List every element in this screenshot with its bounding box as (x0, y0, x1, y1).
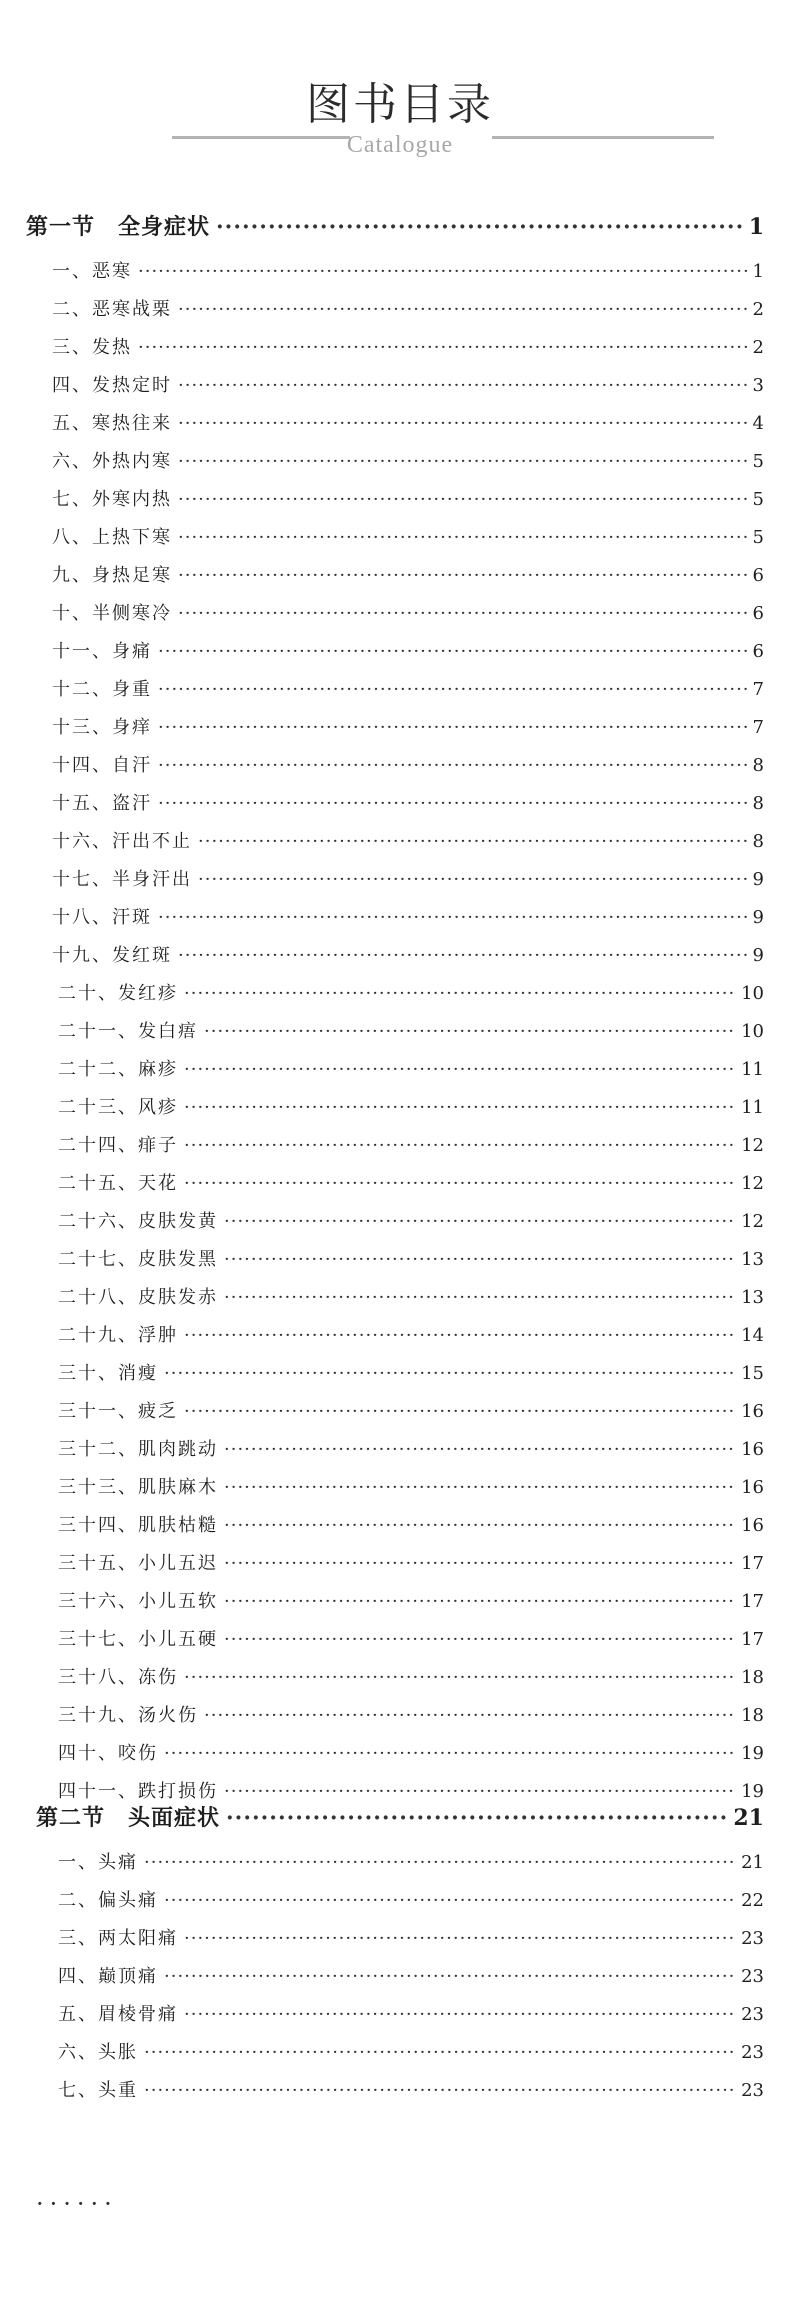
toc-leader-dots (224, 1246, 735, 1274)
toc-entry[interactable] (52, 790, 764, 818)
toc-entry-label: 三、发热 (52, 337, 132, 358)
toc-entry-label: 三十九、汤火伤 (58, 1705, 198, 1726)
toc-entry[interactable] (52, 448, 764, 476)
toc-section-page: 21 (733, 1805, 764, 1831)
toc-leader-dots (178, 448, 747, 476)
toc-leader-dots (184, 1664, 735, 1692)
toc-entry-label: 三十二、肌肉跳动 (58, 1439, 218, 1460)
toc-entry-page: 16 (741, 1401, 764, 1422)
toc-entry-label: 十、半侧寒冷 (52, 603, 172, 624)
toc-entry-page: 13 (741, 1287, 764, 1308)
toc-entry-page: 13 (741, 1249, 764, 1270)
toc-entry-page: 5 (752, 489, 764, 510)
toc-leader-dots (158, 676, 747, 704)
toc-leader-dots (226, 1802, 727, 1834)
toc-entry[interactable] (52, 600, 764, 628)
toc-leader-dots (178, 372, 747, 400)
toc-leader-dots (178, 562, 747, 590)
toc-entry-page: 23 (741, 1928, 764, 1949)
toc-entry-label: 十四、自汗 (52, 755, 152, 776)
toc-entry[interactable] (58, 2001, 764, 2029)
toc-entry-label: 二十四、痱子 (58, 1135, 178, 1156)
toc-entry-page: 5 (752, 527, 764, 548)
toc-entry-page: 19 (741, 1781, 764, 1802)
toc-entry[interactable] (58, 1170, 764, 1198)
toc-entry[interactable] (58, 1398, 764, 1426)
toc-entry-page: 6 (752, 565, 764, 586)
toc-entry[interactable] (52, 714, 764, 742)
toc-entry-page: 4 (752, 413, 764, 434)
toc-leader-dots (184, 1056, 735, 1084)
toc-entry[interactable] (58, 1322, 764, 1350)
toc-entry-page: 8 (752, 755, 764, 776)
toc-entry[interactable] (58, 1887, 764, 1915)
toc-entry-page: 1 (752, 261, 764, 282)
toc-leader-dots (184, 1925, 735, 1953)
toc-entry[interactable] (52, 334, 764, 362)
toc-entry-label: 一、头痛 (58, 1852, 138, 1873)
toc-entry-label: 四、发热定时 (52, 375, 172, 396)
toc-leader-dots (184, 1398, 735, 1426)
toc-entry-label: 十一、身痛 (52, 641, 152, 662)
toc-entry[interactable] (58, 1512, 764, 1540)
toc-entry-page: 17 (741, 1591, 764, 1612)
toc-entry[interactable] (58, 1056, 764, 1084)
toc-entry-page: 22 (741, 1890, 764, 1911)
toc-leader-dots (184, 980, 735, 1008)
toc-entry-page: 15 (741, 1363, 764, 1384)
toc-leader-dots (164, 1740, 735, 1768)
toc-leader-dots (198, 866, 747, 894)
toc-entry[interactable] (58, 1740, 764, 1768)
toc-entry-page: 18 (741, 1667, 764, 1688)
toc-entry-label: 十六、汗出不止 (52, 831, 192, 852)
toc-entry-page: 14 (741, 1325, 764, 1346)
toc-entry-page: 12 (741, 1211, 764, 1232)
page-title: 图书目录 (306, 79, 494, 130)
toc-entry-label: 二十三、风疹 (58, 1097, 178, 1118)
toc-entry-page: 9 (752, 907, 764, 928)
toc-entry[interactable] (52, 296, 764, 324)
toc-leader-dots (224, 1474, 735, 1502)
toc-entry[interactable] (58, 1018, 764, 1046)
toc-entry-page: 23 (741, 1966, 764, 1987)
toc-leader-dots (184, 2001, 735, 2029)
toc-leader-dots (178, 410, 747, 438)
toc-entry[interactable] (58, 980, 764, 1008)
toc-entry-label: 三十五、小儿五迟 (58, 1553, 218, 1574)
toc-entry-label: 三、两太阳痛 (58, 1928, 178, 1949)
toc-entry[interactable] (58, 1664, 764, 1692)
toc-leader-dots (178, 296, 747, 324)
toc-entry[interactable] (52, 866, 764, 894)
toc-leader-dots (184, 1094, 735, 1122)
toc-entry[interactable] (58, 1246, 764, 1274)
page-subtitle: Catalogue (346, 132, 454, 158)
toc-leader-dots (204, 1018, 735, 1046)
toc-entry[interactable] (52, 562, 764, 590)
toc-entry-label: 二、偏头痛 (58, 1890, 158, 1911)
toc-leader-dots (144, 1849, 735, 1877)
toc-entry[interactable] (52, 942, 764, 970)
toc-entry-label: 十五、盗汗 (52, 793, 152, 814)
toc-entry-page: 7 (752, 717, 764, 738)
toc-entry[interactable] (58, 2039, 764, 2067)
toc-entry-page: 21 (741, 1852, 764, 1873)
toc-entry[interactable] (58, 1925, 764, 1953)
toc-entry[interactable] (52, 676, 764, 704)
toc-entry-label: 十九、发红斑 (52, 945, 172, 966)
toc-entry-page: 3 (752, 375, 764, 396)
toc-entry[interactable] (52, 486, 764, 514)
toc-entry-label: 三十四、肌肤枯糙 (58, 1515, 218, 1536)
toc-entry-page: 5 (752, 451, 764, 472)
toc-entry[interactable] (52, 410, 764, 438)
toc-leader-dots (224, 1588, 735, 1616)
toc-entry-page: 2 (752, 299, 764, 320)
toc-entry-label: 三十八、冻伤 (58, 1667, 178, 1688)
toc-entry-label: 三十三、肌肤麻木 (58, 1477, 218, 1498)
toc-entry-page: 23 (741, 2004, 764, 2025)
toc-entry-page: 16 (741, 1439, 764, 1460)
toc-leader-dots (178, 600, 747, 628)
toc-entry-label: 四、巅顶痛 (58, 1966, 158, 1987)
toc-leader-dots (184, 1322, 735, 1350)
toc-leader-dots (224, 1436, 735, 1464)
toc-entry-label: 二十七、皮肤发黑 (58, 1249, 218, 1270)
toc-entry-label: 八、上热下寒 (52, 527, 172, 548)
toc-leader-dots (138, 334, 747, 362)
toc-entry-label: 十八、汗斑 (52, 907, 152, 928)
toc-section-title: 第二节 头面症状 (36, 1805, 221, 1831)
toc-leader-dots (224, 1550, 735, 1578)
catalogue-header (0, 78, 800, 158)
toc-leader-dots (158, 752, 747, 780)
toc-entry-label: 六、头胀 (58, 2042, 138, 2063)
toc-entry[interactable] (58, 1550, 764, 1578)
toc-entry-label: 十二、身重 (52, 679, 152, 700)
toc-leader-dots (184, 1132, 735, 1160)
toc-entry-page: 17 (741, 1553, 764, 1574)
toc-entry-label: 二十六、皮肤发黄 (58, 1211, 218, 1232)
toc-entry[interactable] (58, 1436, 764, 1464)
toc-section-title: 第一节 全身症状 (26, 214, 211, 240)
toc-entry-label: 二、恶寒战栗 (52, 299, 172, 320)
toc-entry-page: 16 (741, 1477, 764, 1498)
toc-leader-dots (158, 714, 747, 742)
toc-leader-dots (224, 1208, 735, 1236)
toc-entry-label: 五、寒热往来 (52, 413, 172, 434)
toc-leader-dots (178, 524, 747, 552)
toc-leader-dots (178, 942, 747, 970)
toc-section-page: 1 (748, 214, 764, 240)
toc-entry-label: 四十一、跌打损伤 (58, 1781, 218, 1802)
toc-entry[interactable] (52, 524, 764, 552)
toc-entry[interactable] (52, 752, 764, 780)
toc-entry[interactable] (58, 2077, 764, 2105)
toc-entry-label: 二十八、皮肤发赤 (58, 1287, 218, 1308)
toc-entry-label: 十七、半身汗出 (52, 869, 192, 890)
toc-entry-label: 九、身热足寒 (52, 565, 172, 586)
toc-entry-label: 二十二、麻疹 (58, 1059, 178, 1080)
toc-entry-page: 19 (741, 1743, 764, 1764)
toc-leader-dots (144, 2039, 735, 2067)
toc-entry-page: 6 (752, 641, 764, 662)
toc-entry-label: 二十五、天花 (58, 1173, 178, 1194)
toc-entry-page: 23 (741, 2080, 764, 2101)
toc-entry[interactable] (58, 1094, 764, 1122)
toc-entry-page: 9 (752, 869, 764, 890)
toc-entry-label: 三十六、小儿五软 (58, 1591, 218, 1612)
toc-entry[interactable] (58, 1132, 764, 1160)
toc-entry-label: 三十、消瘦 (58, 1363, 158, 1384)
toc-entry-label: 三十一、疲乏 (58, 1401, 178, 1422)
toc-entry-label: 五、眉棱骨痛 (58, 2004, 178, 2025)
toc-entry-page: 18 (741, 1705, 764, 1726)
toc-entry-page: 7 (752, 679, 764, 700)
toc-entry-label: 一、恶寒 (52, 261, 132, 282)
toc-section-heading[interactable] (36, 1802, 764, 1834)
toc-entry-label: 七、头重 (58, 2080, 138, 2101)
toc-entry-page: 17 (741, 1629, 764, 1650)
toc-entry[interactable] (58, 1626, 764, 1654)
toc-entry[interactable] (52, 638, 764, 666)
toc-entry-label: 七、外寒内热 (52, 489, 172, 510)
toc-entry[interactable] (52, 372, 764, 400)
toc-entry-label: 二十、发红疹 (58, 983, 178, 1004)
toc-entry-page: 16 (741, 1515, 764, 1536)
toc-entry[interactable] (58, 1702, 764, 1730)
toc-leader-dots (164, 1360, 735, 1388)
toc-entry-page: 9 (752, 945, 764, 966)
toc-entry-label: 三十七、小儿五硬 (58, 1629, 218, 1650)
toc-leader-dots (158, 638, 747, 666)
toc-entry-page: 8 (752, 793, 764, 814)
toc-entry[interactable] (58, 1360, 764, 1388)
toc-leader-dots (164, 1963, 735, 1991)
toc-entry-page: 11 (741, 1059, 764, 1080)
toc-leader-dots (216, 211, 743, 243)
continuation-ellipsis: ······ (36, 2190, 118, 2218)
toc-leader-dots (164, 1887, 735, 1915)
toc-leader-dots (198, 828, 747, 856)
toc-leader-dots (138, 258, 747, 286)
toc-entry[interactable] (52, 258, 764, 286)
toc-entry[interactable] (58, 1849, 764, 1877)
toc-entry-label: 六、外热内寒 (52, 451, 172, 472)
toc-entry-page: 12 (741, 1135, 764, 1156)
toc-entry[interactable] (52, 828, 764, 856)
toc-section-heading[interactable] (26, 211, 764, 243)
toc-entry-page: 2 (752, 337, 764, 358)
toc-leader-dots (224, 1284, 735, 1312)
toc-entry-page: 8 (752, 831, 764, 852)
toc-leader-dots (224, 1512, 735, 1540)
toc-entry[interactable] (58, 1474, 764, 1502)
toc-leader-dots (184, 1170, 735, 1198)
toc-entry-page: 23 (741, 2042, 764, 2063)
toc-entry[interactable] (52, 904, 764, 932)
toc-entry-page: 12 (741, 1173, 764, 1194)
toc-entry-page: 10 (741, 1021, 764, 1042)
toc-leader-dots (144, 2077, 735, 2105)
toc-entry-label: 二十九、浮肿 (58, 1325, 178, 1346)
toc-leader-dots (178, 486, 747, 514)
toc-leader-dots (158, 790, 747, 818)
toc-leader-dots (224, 1626, 735, 1654)
toc-leader-dots (158, 904, 747, 932)
toc-entry[interactable] (58, 1588, 764, 1616)
toc-entry[interactable] (58, 1284, 764, 1312)
toc-entry-page: 11 (741, 1097, 764, 1118)
toc-entry-label: 二十一、发白痦 (58, 1021, 198, 1042)
toc-entry-page: 6 (752, 603, 764, 624)
toc-leader-dots (204, 1702, 735, 1730)
toc-entry[interactable] (58, 1208, 764, 1236)
toc-entry[interactable] (58, 1963, 764, 1991)
toc-entry-label: 十三、身痒 (52, 717, 152, 738)
toc-entry-label: 四十、咬伤 (58, 1743, 158, 1764)
toc-entry-page: 10 (741, 983, 764, 1004)
